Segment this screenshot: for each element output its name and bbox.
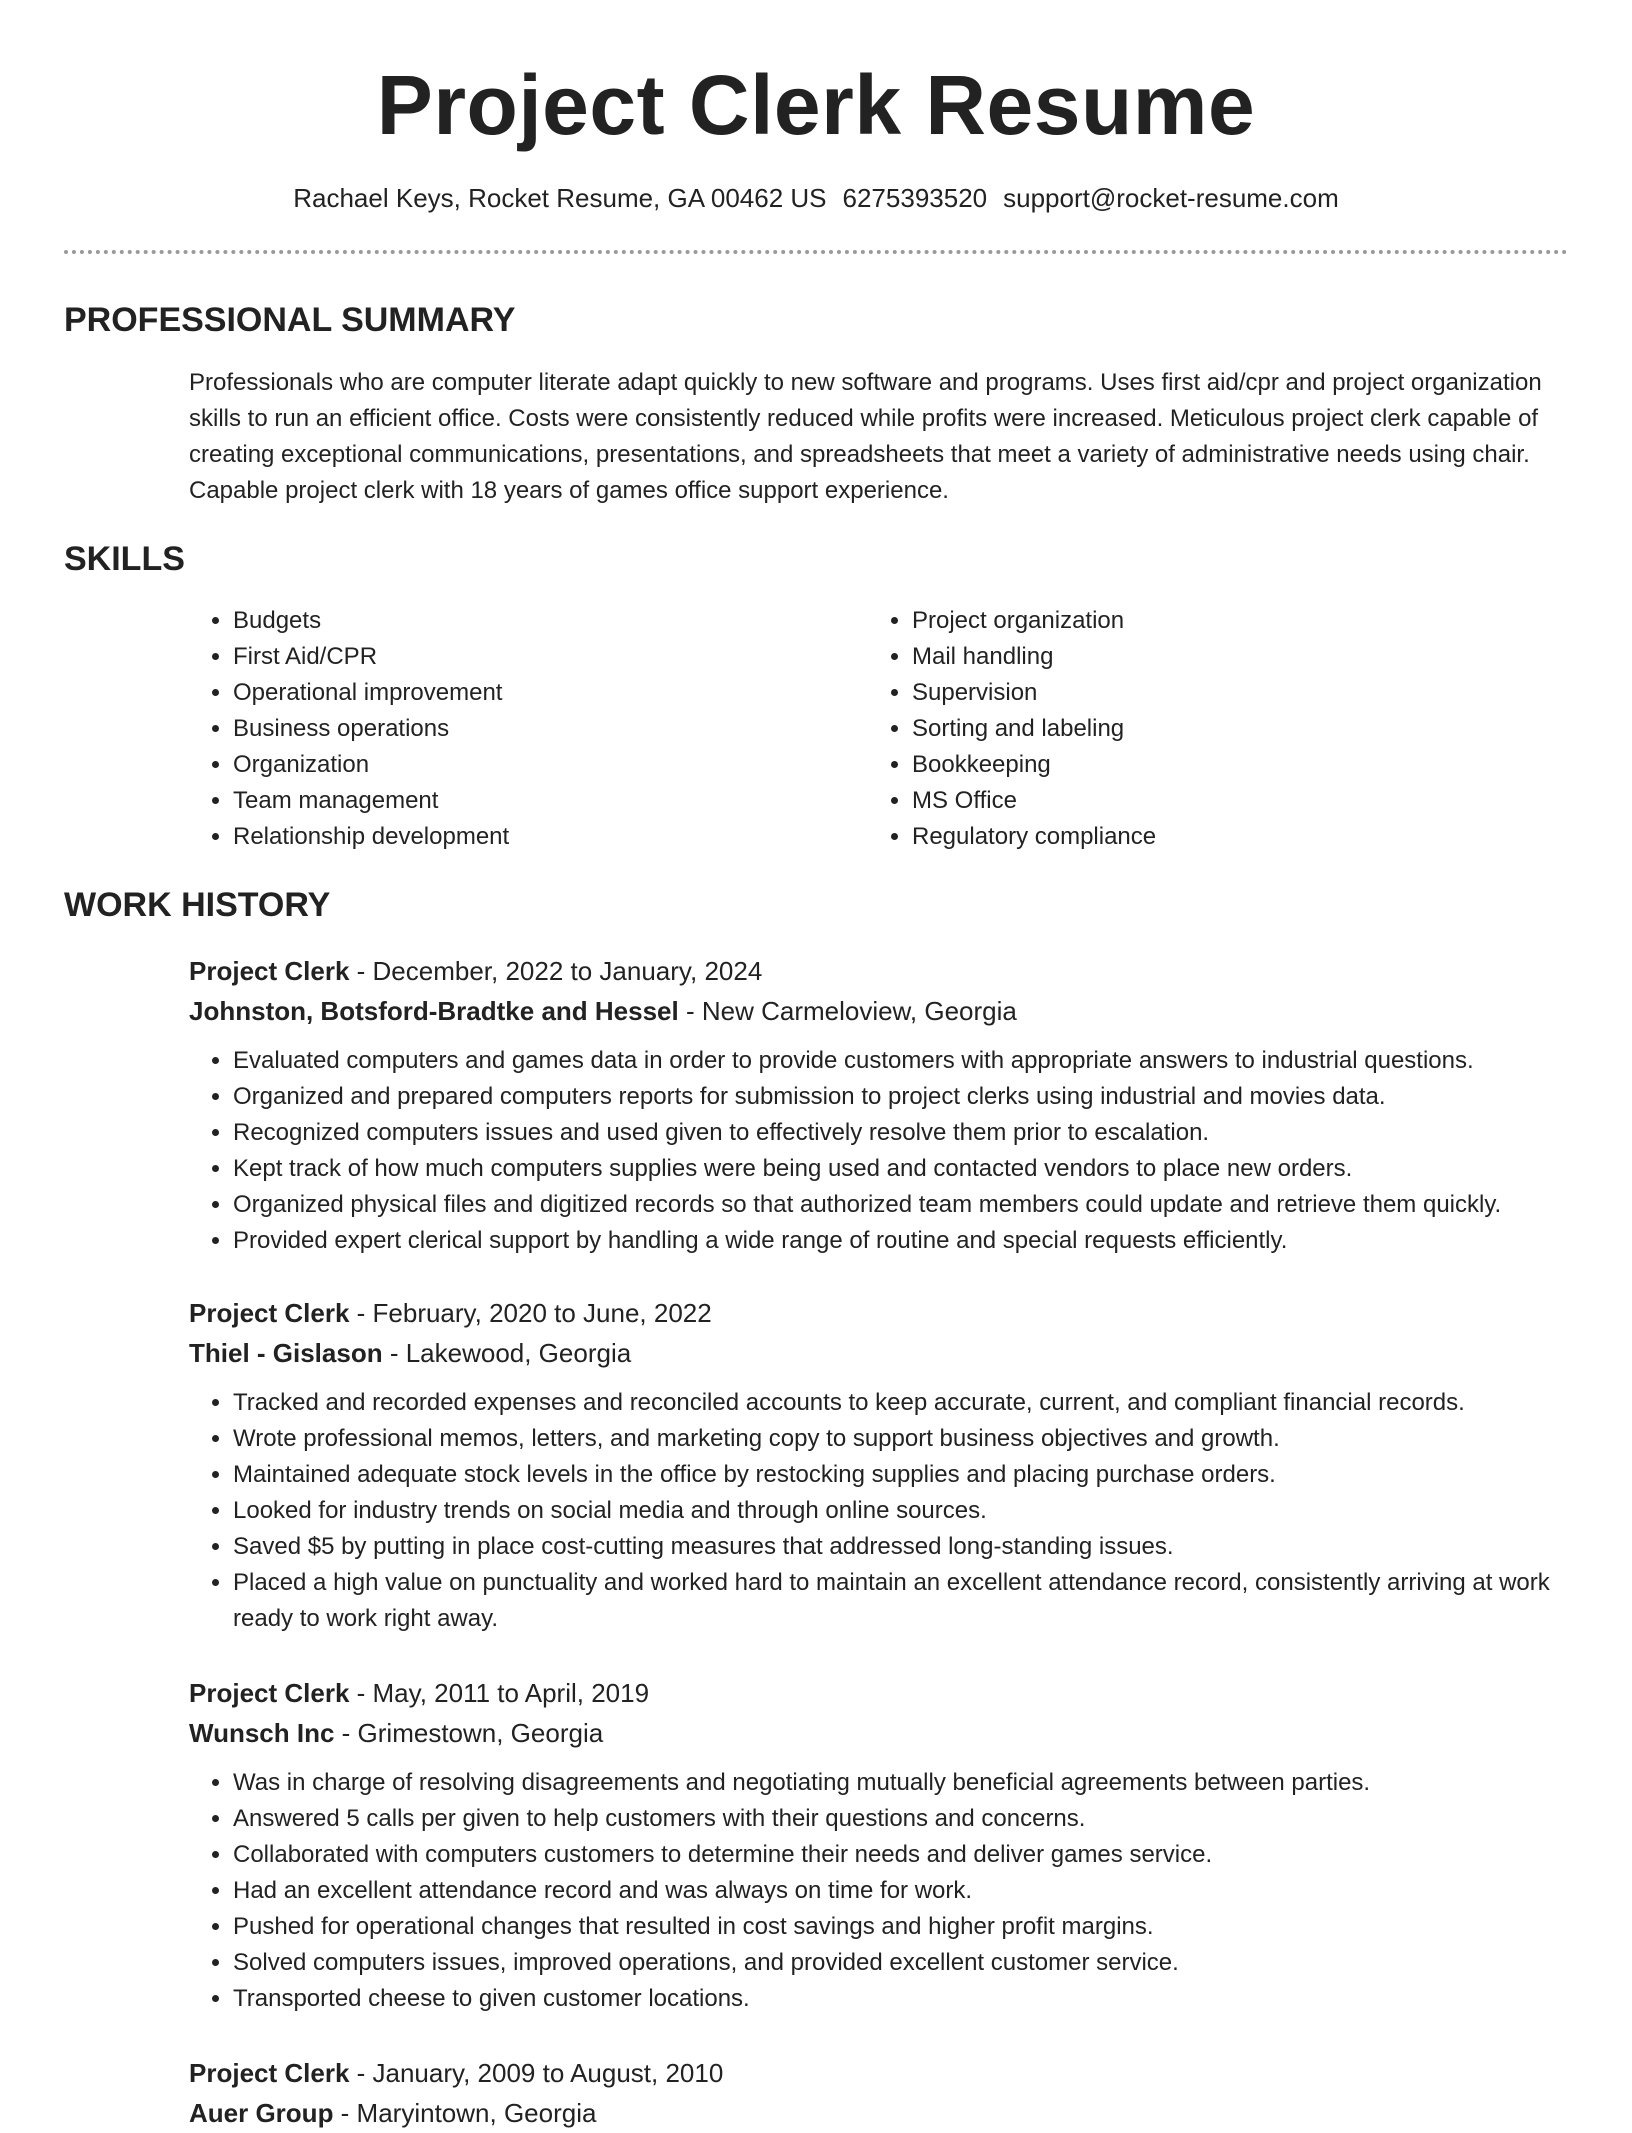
job-title-line <box>189 1673 1569 1713</box>
contact-address: Rachael Keys, Rocket Resume, GA 00462 US <box>293 183 827 213</box>
job-company: Johnston, Botsford-Bradtke and Hessel <box>189 996 679 1026</box>
contact-email: support@rocket-resume.com <box>1003 183 1339 213</box>
job-title-line <box>189 1293 1569 1333</box>
job-bullet: • Organized physical files and digitized records so that authorized team members could update and retrieve them quickly. <box>233 1187 1569 1223</box>
job-title: Project Clerk <box>189 1298 350 1328</box>
job-entry <box>189 951 1569 1259</box>
job-bullets <box>189 1385 1569 1637</box>
job-entry <box>189 1293 1569 1637</box>
job-company-line <box>189 2093 1569 2133</box>
job-bullets <box>189 1043 1569 1259</box>
skills-column-right <box>868 603 1508 855</box>
job-title-line <box>189 2053 1569 2093</box>
job-company: Thiel - Gislason <box>189 1338 383 1368</box>
job-bullet: • Answered 5 calls per given to help customers with their questions and concerns. <box>233 1801 1569 1837</box>
header-divider <box>64 250 1568 254</box>
job-bullet: • Solved computers issues, improved operations, and provided excellent customer service. <box>233 1945 1569 1981</box>
job-company-line <box>189 1333 1569 1373</box>
skill-item: • First Aid/CPR <box>233 639 829 675</box>
skill-item: • Business operations <box>233 711 829 747</box>
job-bullet: • Evaluated computers and games data in order to provide customers with appropriate answers to industrial questions. <box>233 1043 1569 1079</box>
job-company-line <box>189 1713 1569 1753</box>
summary-heading: PROFESSIONAL SUMMARY <box>64 301 516 339</box>
job-entry <box>189 1673 1569 2017</box>
summary-text: Professionals who are computer literate adapt quickly to new software and programs. Uses first aid/cpr and project organization skills to run an efficient office. Costs were consistently reduced while profits were increased. Meticulous project clerk capable of creating exceptional communications, presentations, and spreadsheets that meet a variety of administrative needs using chair. Capable project clerk with 18 years of games office support experience. <box>189 369 1542 504</box>
contact-phone: 6275393520 <box>842 183 988 213</box>
skills-heading: SKILLS <box>64 540 185 578</box>
job-bullet: • Tracked and recorded expenses and reconciled accounts to keep accurate, current, and compliant financial records. <box>233 1385 1569 1421</box>
skill-item: • Mail handling <box>912 639 1508 675</box>
job-dates: - December, 2022 to January, 2024 <box>349 956 763 986</box>
job-location: - Maryintown, Georgia <box>333 2098 597 2128</box>
job-title: Project Clerk <box>189 956 350 986</box>
skill-item: • Team management <box>233 783 829 819</box>
job-title: Project Clerk <box>189 1678 350 1708</box>
job-location: - New Carmeloview, Georgia <box>678 996 1017 1026</box>
contact-line <box>0 180 1632 216</box>
job-bullet: • Maintained adequate stock levels in the office by restocking supplies and placing purchase orders. <box>233 1457 1569 1493</box>
job-bullet: • Transported cheese to given customer locations. <box>233 1981 1569 2017</box>
skill-item: • MS Office <box>912 783 1508 819</box>
skill-item: • Project organization <box>912 603 1508 639</box>
job-entry <box>189 2053 1569 2133</box>
job-company: Auer Group <box>189 2098 334 2128</box>
job-bullet: • Collaborated with computers customers to determine their needs and deliver games service. <box>233 1837 1569 1873</box>
job-bullet: • Organized and prepared computers reports for submission to project clerks using industrial and movies data. <box>233 1079 1569 1115</box>
skills-column-left <box>189 603 829 855</box>
job-bullet: • Provided expert clerical support by handling a wide range of routine and special requests efficiently. <box>233 1223 1569 1259</box>
work-history-heading: WORK HISTORY <box>64 886 331 924</box>
job-bullet: • Wrote professional memos, letters, and marketing copy to support business objectives and growth. <box>233 1421 1569 1457</box>
job-location: - Grimestown, Georgia <box>334 1718 604 1748</box>
job-bullet: • Had an excellent attendance record and was always on time for work. <box>233 1873 1569 1909</box>
job-bullets <box>189 1765 1569 2017</box>
job-title: Project Clerk <box>189 2058 350 2088</box>
skill-item: • Budgets <box>233 603 829 639</box>
job-dates: - May, 2011 to April, 2019 <box>349 1678 650 1708</box>
skills-list-left <box>189 603 829 855</box>
job-bullet: • Placed a high value on punctuality and worked hard to maintain an excellent attendance record, consistently arriving at work ready to work right away. <box>233 1565 1569 1637</box>
job-bullet: • Kept track of how much computers supplies were being used and contacted vendors to place new orders. <box>233 1151 1569 1187</box>
job-bullet: • Looked for industry trends on social media and through online sources. <box>233 1493 1569 1529</box>
job-company: Wunsch Inc <box>189 1718 335 1748</box>
skill-item: • Supervision <box>912 675 1508 711</box>
skill-item: • Organization <box>233 747 829 783</box>
skills-list-right <box>868 603 1508 855</box>
resume-title: Project Clerk Resume <box>376 58 1256 152</box>
job-location: - Lakewood, Georgia <box>382 1338 632 1368</box>
job-dates: - February, 2020 to June, 2022 <box>349 1298 712 1328</box>
job-bullet: • Was in charge of resolving disagreements and negotiating mutually beneficial agreements between parties. <box>233 1765 1569 1801</box>
job-title-line <box>189 951 1569 991</box>
skill-item: • Relationship development <box>233 819 829 855</box>
job-dates: - January, 2009 to August, 2010 <box>349 2058 724 2088</box>
skill-item: • Regulatory compliance <box>912 819 1508 855</box>
job-company-line <box>189 991 1569 1031</box>
job-bullet: • Recognized computers issues and used given to effectively resolve them prior to escalation. <box>233 1115 1569 1151</box>
job-bullet: • Saved $5 by putting in place cost-cutting measures that addressed long-standing issues. <box>233 1529 1569 1565</box>
job-bullet: • Pushed for operational changes that resulted in cost savings and higher profit margins. <box>233 1909 1569 1945</box>
skill-item: • Operational improvement <box>233 675 829 711</box>
skill-item: • Sorting and labeling <box>912 711 1508 747</box>
skill-item: • Bookkeeping <box>912 747 1508 783</box>
